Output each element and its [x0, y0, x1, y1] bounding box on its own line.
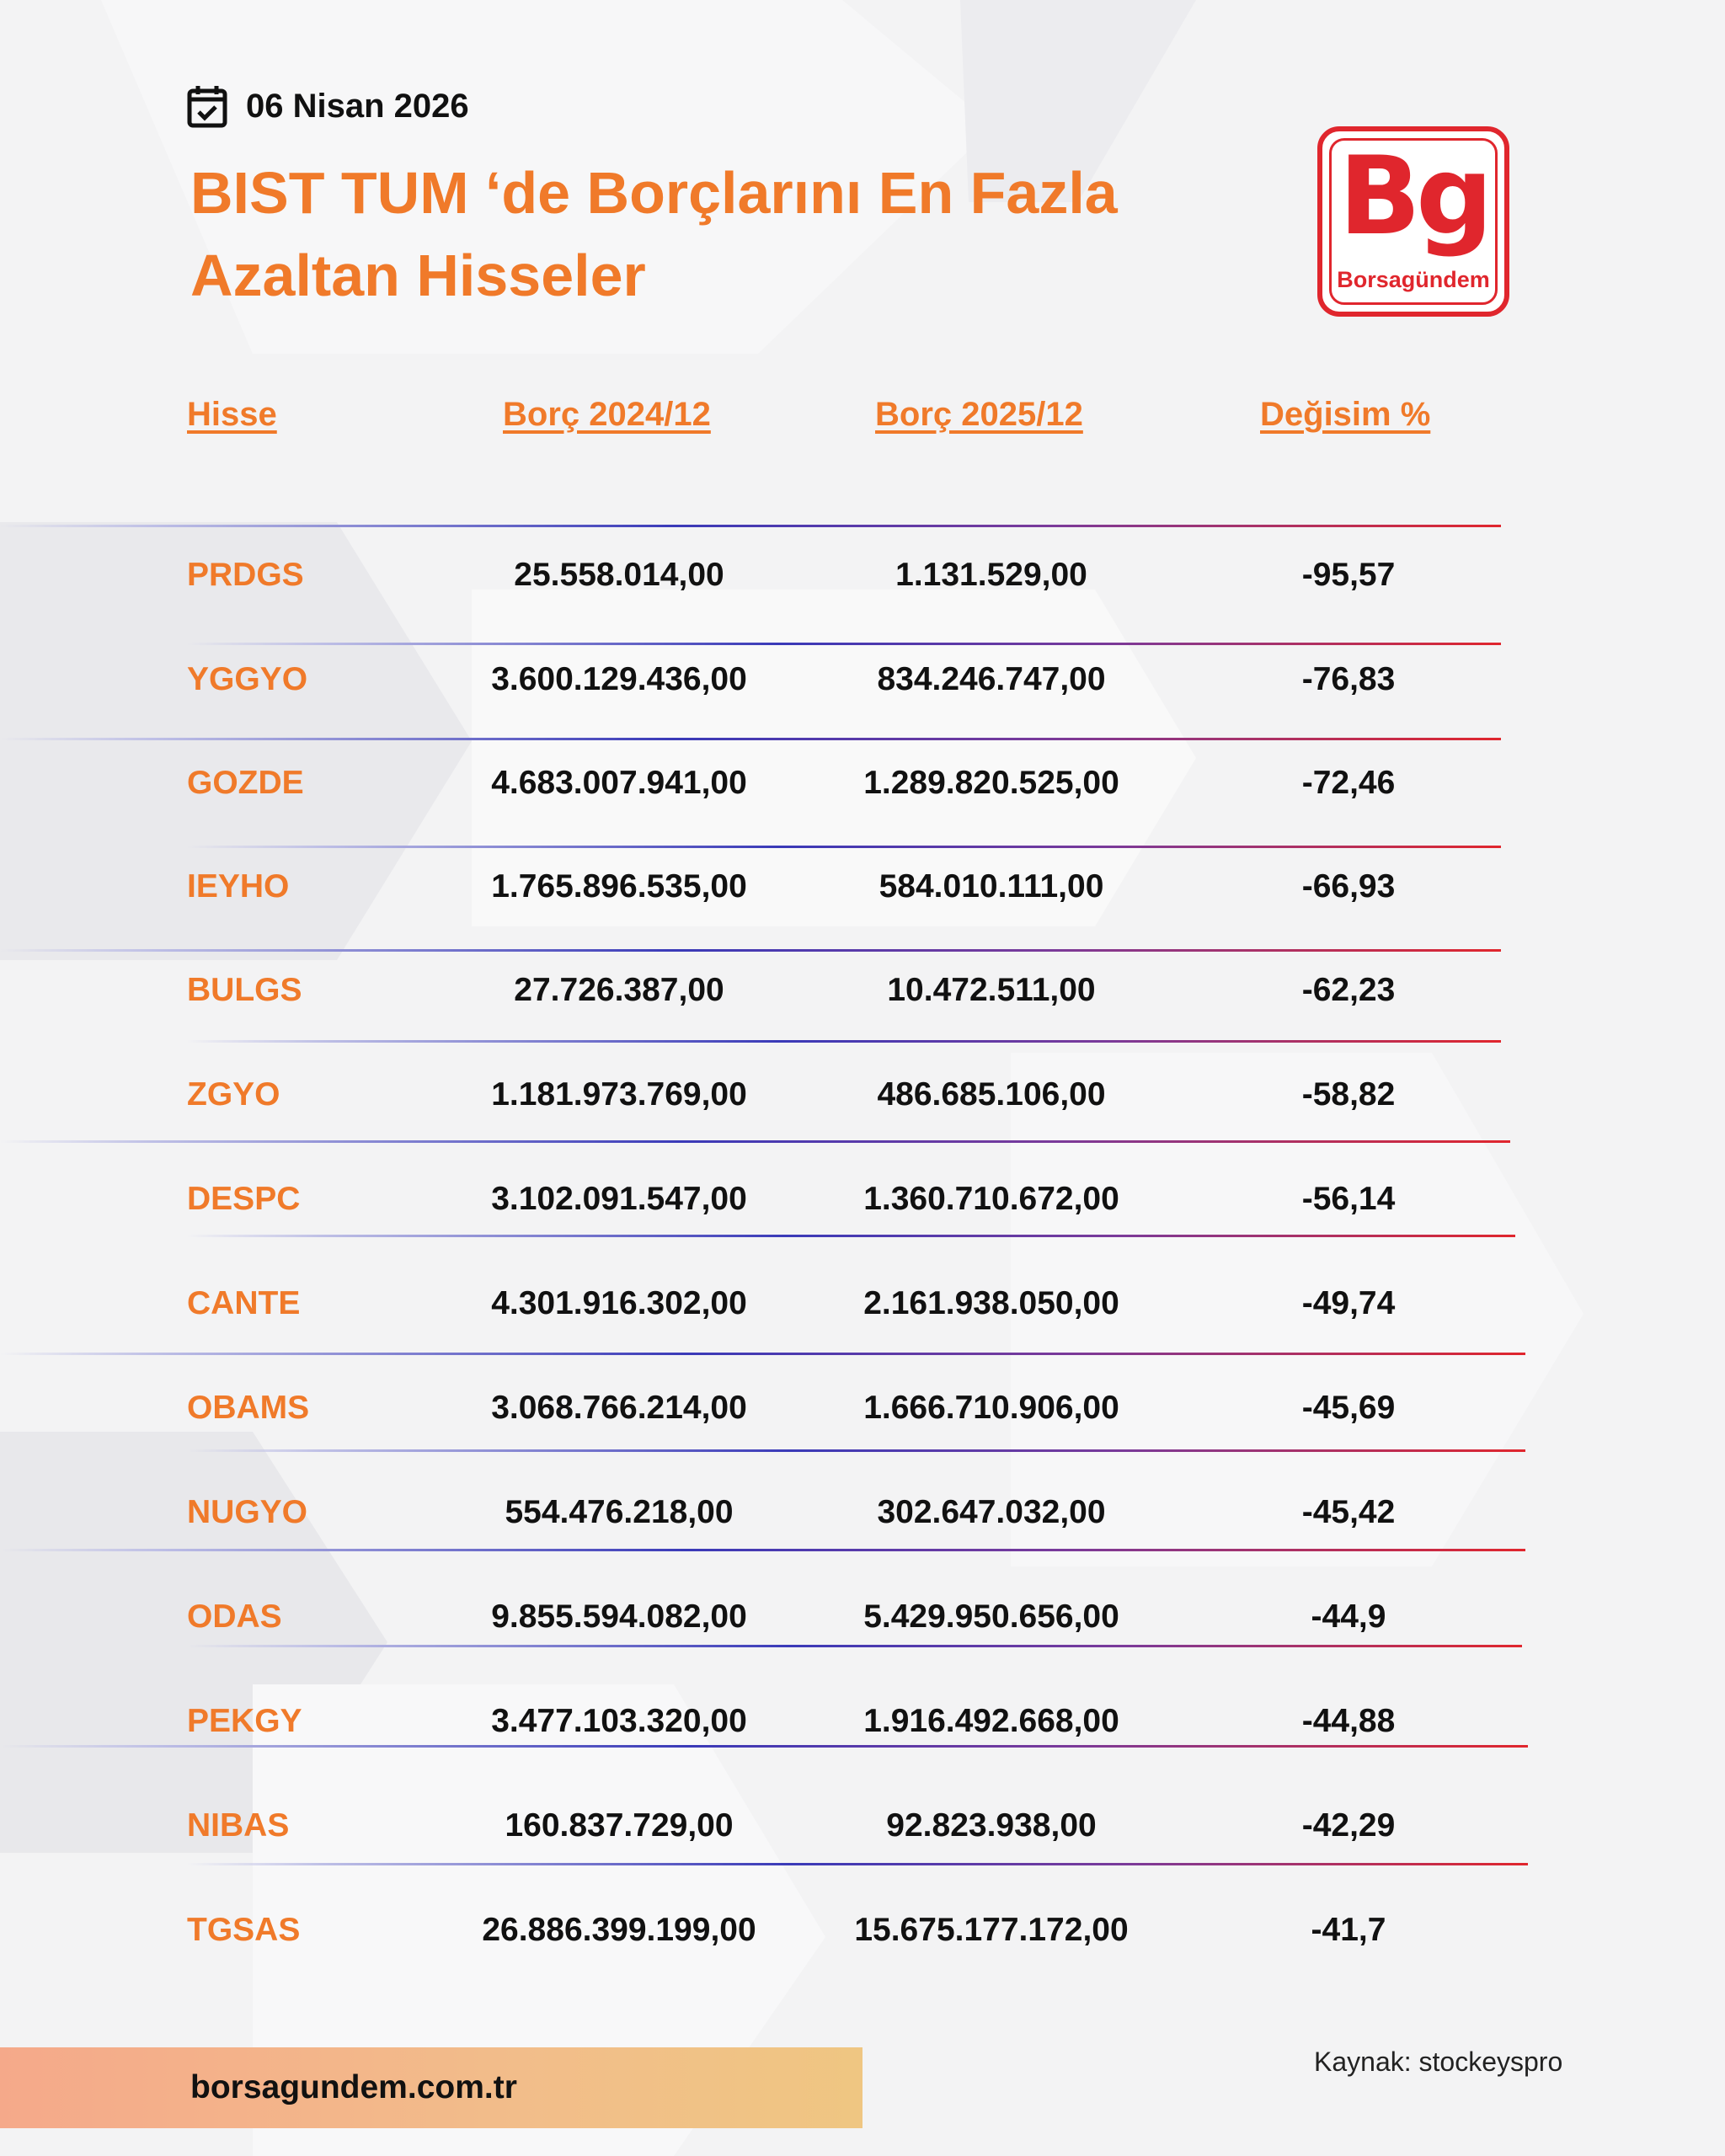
table-row — [0, 523, 1725, 627]
borc-2025-cell-text: 2.161.938.050,00 — [863, 1285, 1119, 1321]
change-cell-text: -44,9 — [1311, 1598, 1386, 1635]
change-cell-text: -45,69 — [1301, 1390, 1396, 1426]
ticker-cell — [187, 1878, 300, 1983]
borc-2025-cell-text: 92.823.938,00 — [886, 1807, 1097, 1844]
row-divider — [0, 738, 1501, 740]
borc-2024-cell-text: 27.726.387,00 — [514, 972, 724, 1008]
change-cell-text: -58,82 — [1301, 1076, 1396, 1113]
source-note: Kaynak: stockeyspro — [1314, 2047, 1563, 2077]
table-row — [0, 1356, 1725, 1460]
row-divider — [0, 525, 1501, 527]
date-row — [187, 84, 469, 128]
borc-2024-cell-text: 9.855.594.082,00 — [491, 1598, 747, 1635]
row-divider — [187, 1449, 1525, 1452]
borc-2024-cell-text: 4.683.007.941,00 — [491, 765, 747, 801]
row-divider — [187, 643, 1501, 645]
logo-name: Borsagündem — [1337, 267, 1490, 292]
borc-2024-cell-text: 554.476.218,00 — [505, 1494, 734, 1530]
borc-2025-cell-text: 15.675.177.172,00 — [854, 1912, 1129, 1948]
borc-2024-cell-text: 4.301.916.302,00 — [491, 1285, 747, 1321]
title-line-2: Azaltan Hisseler — [190, 243, 646, 308]
column-header-borc-2024: Borç 2024/12 — [503, 396, 711, 433]
row-divider — [187, 1040, 1501, 1043]
column-header-ticker: Hisse — [187, 396, 277, 433]
ticker-cell-text: PRDGS — [187, 557, 304, 593]
change-cell-text: -45,42 — [1301, 1494, 1396, 1530]
ticker-cell — [187, 1565, 282, 1669]
row-divider — [0, 1353, 1525, 1355]
change-cell-text: -62,23 — [1301, 972, 1396, 1008]
borc-2025-cell-text: 10.472.511,00 — [887, 972, 1096, 1008]
calendar-icon — [187, 84, 227, 128]
ticker-cell-text: ZGYO — [187, 1076, 280, 1113]
table-row — [0, 1565, 1725, 1669]
borsagundem-logo — [1317, 126, 1509, 317]
borc-2025-cell-text: 834.246.747,00 — [877, 661, 1106, 697]
ticker-cell — [187, 1251, 300, 1356]
row-divider — [187, 1235, 1515, 1237]
page-title — [190, 152, 1285, 317]
date-text: 06 Nisan 2026 — [246, 87, 469, 125]
change-cell-text: -72,46 — [1301, 765, 1396, 801]
column-header-change: Değisim % — [1260, 396, 1431, 433]
change-cell-text: -42,29 — [1301, 1807, 1396, 1844]
change-cell-text: -44,88 — [1301, 1703, 1396, 1739]
title-line-1: BIST TUM ‘de Borçlarını En Fazla — [190, 160, 1118, 226]
row-divider — [0, 1745, 1528, 1748]
borc-2025-cell-text: 1.131.529,00 — [895, 557, 1087, 593]
ticker-cell — [187, 731, 304, 835]
table-row — [0, 1878, 1725, 1983]
ticker-cell-text: CANTE — [187, 1285, 301, 1321]
row-divider — [187, 1645, 1522, 1647]
ticker-cell-text: IEYHO — [187, 868, 290, 905]
table-row — [0, 731, 1725, 835]
row-divider — [0, 949, 1501, 952]
row-divider — [0, 1549, 1525, 1551]
ticker-cell-text: NUGYO — [187, 1494, 308, 1530]
row-divider — [187, 846, 1501, 848]
borc-2024-cell-text: 3.102.091.547,00 — [491, 1181, 747, 1217]
ticker-cell — [187, 1043, 280, 1147]
borc-2024-cell-text: 160.837.729,00 — [505, 1807, 734, 1844]
borc-2024-cell-text: 25.558.014,00 — [514, 557, 724, 593]
ticker-cell — [187, 835, 289, 939]
ticker-cell-text: GOZDE — [187, 765, 304, 801]
borc-2025-cell-text: 1.289.820.525,00 — [863, 765, 1119, 801]
borc-2025-cell-text: 1.666.710.906,00 — [863, 1390, 1119, 1426]
borc-2025-cell-text: 584.010.111,00 — [879, 868, 1104, 905]
table-row — [0, 1669, 1725, 1774]
ticker-cell — [187, 523, 304, 627]
change-cell-text: -56,14 — [1301, 1181, 1396, 1217]
column-header-borc-2025: Borç 2025/12 — [875, 396, 1083, 433]
table-row — [0, 1251, 1725, 1356]
ticker-cell-text: ODAS — [187, 1598, 282, 1635]
table-row — [0, 835, 1725, 939]
ticker-cell-text: TGSAS — [187, 1912, 301, 1948]
ticker-cell-text: OBAMS — [187, 1390, 310, 1426]
ticker-cell-text: YGGYO — [187, 661, 308, 697]
ticker-cell-text: DESPC — [187, 1181, 301, 1217]
row-divider — [0, 1140, 1510, 1143]
change-cell-text: -76,83 — [1301, 661, 1396, 697]
table-row — [0, 1043, 1725, 1147]
footer-url[interactable]: borsagundem.com.tr — [190, 2069, 517, 2105]
change-cell-text: -66,93 — [1301, 868, 1396, 905]
borc-2025-cell-text: 302.647.032,00 — [877, 1494, 1106, 1530]
borc-2024-cell-text: 3.600.129.436,00 — [491, 661, 747, 697]
borc-2024-cell-text: 1.765.896.535,00 — [491, 868, 747, 905]
row-divider — [187, 1863, 1528, 1865]
borc-2025-cell-text: 486.685.106,00 — [877, 1076, 1106, 1113]
ticker-cell-text: BULGS — [187, 972, 302, 1008]
borc-2025-cell-text: 1.360.710.672,00 — [863, 1181, 1119, 1217]
ticker-cell — [187, 938, 302, 1043]
table-row — [0, 938, 1725, 1043]
logo-mark: Bg — [1338, 134, 1488, 259]
borc-2025-cell-text: 5.429.950.656,00 — [863, 1598, 1119, 1635]
borc-2024-cell-text: 26.886.399.199,00 — [482, 1912, 756, 1948]
ticker-cell-text: NIBAS — [187, 1807, 290, 1844]
change-cell-text: -41,7 — [1311, 1912, 1386, 1948]
change-cell-text: -95,57 — [1301, 557, 1396, 593]
ticker-cell-text: PEKGY — [187, 1703, 302, 1739]
change-cell-text: -49,74 — [1301, 1285, 1396, 1321]
borc-2024-cell-text: 1.181.973.769,00 — [491, 1076, 747, 1113]
borc-2025-cell-text: 1.916.492.668,00 — [863, 1703, 1119, 1739]
borc-2024-cell-text: 3.068.766.214,00 — [491, 1390, 747, 1426]
borc-2024-cell-text: 3.477.103.320,00 — [491, 1703, 747, 1739]
ticker-cell — [187, 1356, 309, 1460]
ticker-cell — [187, 1669, 302, 1774]
